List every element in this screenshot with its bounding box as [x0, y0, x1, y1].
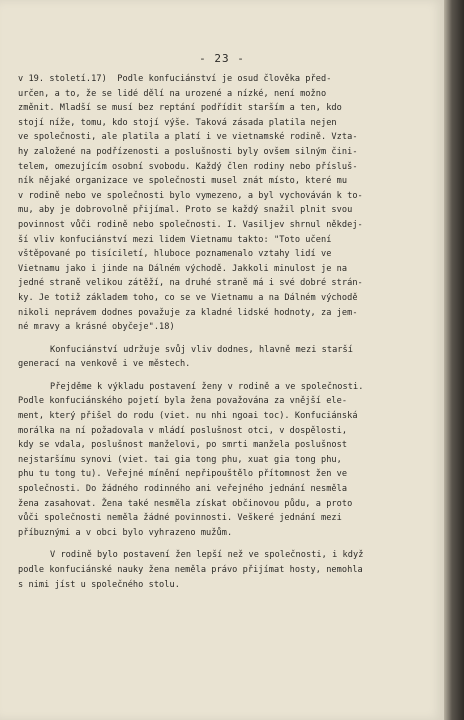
- text-line: kdy se vdala, poslušnost manželovi, po smrti manžela poslušnost: [18, 440, 348, 451]
- text-line: v 19. století.17) Podle konfuciánství je osud člověka před-: [18, 74, 332, 84]
- text-line: ník nějaké organizace ve společnosti musel znát místo, které mu: [18, 176, 348, 187]
- text-line: určen, a to, že se lidé dělí na urozené a nízké, není možno: [18, 88, 327, 99]
- text-line: Konfuciánství udržuje svůj vliv dodnes, hlavně mezi starší: [50, 344, 353, 355]
- text-line: Podle konfuciánského pojetí byla žena považována za vnější ele-: [18, 396, 348, 407]
- text-line: vůči společnosti neměla žádné povinnosti. Veškeré jednání mezi: [18, 513, 342, 524]
- text-line: společnosti. Do žádného rodinného ani veřejného jednání nesměla: [18, 484, 348, 495]
- text-line: V rodině bylo postavení žen lepší než ve společnosti, i když: [50, 550, 364, 561]
- text-line: ší vliv konfuciánství mezi lidem Vietnamu takto: "Toto učení: [18, 234, 332, 245]
- text-line: v rodině nebo ve společnosti bylo vymezeno, a byl vychováván k to-: [18, 190, 363, 201]
- text-line: né mravy a krásné obyčeje".18): [18, 322, 175, 333]
- text-line: hy založené na podřízenosti a poslušnosti byly ovšem silným čini-: [18, 146, 358, 157]
- text-line: ky. Je totiž základem toho, co se ve Vietnamu a na Dálném východě: [18, 292, 358, 303]
- text-line: Přejděme k výkladu postavení ženy v rodině a ve společnosti.: [50, 381, 364, 392]
- paragraph-4: [18, 548, 432, 592]
- text-line: nejstaršímu synovi (viet. tai gia tong phu, xuat gia tong phu,: [18, 454, 342, 465]
- text-line: jedné straně velikou zátěží, na druhé straně má i své dobré strán-: [18, 278, 363, 289]
- body-text: [18, 72, 432, 592]
- text-line: žena zasahovat. Žena také nesměla získat občinovou půdu, a proto: [18, 498, 353, 509]
- text-line: ment, který přišel do rodu (viet. nu nhi ngoai toc). Konfuciánská: [18, 411, 358, 422]
- text-line: vštěpované po tisíciletí, hluboce poznamenalo vztahy lidí ve: [18, 249, 332, 260]
- paragraph-1: [18, 72, 432, 335]
- text-line: stojí níže, tomu, kdo stojí výše. Taková zásada platila nejen: [18, 117, 337, 128]
- text-line: povinnost vůči rodině nebo společnosti. I. Vasiljev shrnul někdej-: [18, 219, 363, 230]
- text-line: změnit. Mladší se musí bez reptání podřídit starším a ten, kdo: [18, 103, 342, 114]
- text-line: telem, omezujícím osobní svobodu. Každý člen rodiny nebo přísluš-: [18, 161, 358, 172]
- text-line: nikoli neprávem dodnes považuje za kladné lidské hodnoty, za jem-: [18, 307, 358, 318]
- page-number: - 23 -: [199, 52, 245, 65]
- text-line: ve společnosti, ale platila a platí i ve vietnamské rodině. Vzta-: [18, 132, 358, 143]
- text-line: s nimi jíst u společného stolu.: [18, 579, 180, 590]
- book-binding-edge: [444, 0, 464, 720]
- text-line: podle konfuciánské nauky žena neměla právo přijímat hosty, nemohla: [18, 565, 363, 575]
- paragraph-3: [18, 380, 432, 541]
- text-line: morálka na ní požadovala v mládí poslušnost otci, v dospělosti,: [18, 425, 348, 436]
- text-line: příbuznými a v obci bylo vyhrazeno mužům.: [18, 527, 233, 538]
- text-line: Vietnamu jako i jinde na Dálném východě. Jakkoli minulost je na: [18, 263, 348, 274]
- text-line: generací na venkově i ve městech.: [18, 359, 191, 370]
- text-line: phu tu tong tu). Veřejné mínění nepřipouštělo přítomnost žen ve: [18, 469, 348, 480]
- paragraph-2: [18, 343, 432, 372]
- text-line: mu, aby je dobrovolně přijímal. Proto se každý snažil plnit svou: [18, 205, 353, 216]
